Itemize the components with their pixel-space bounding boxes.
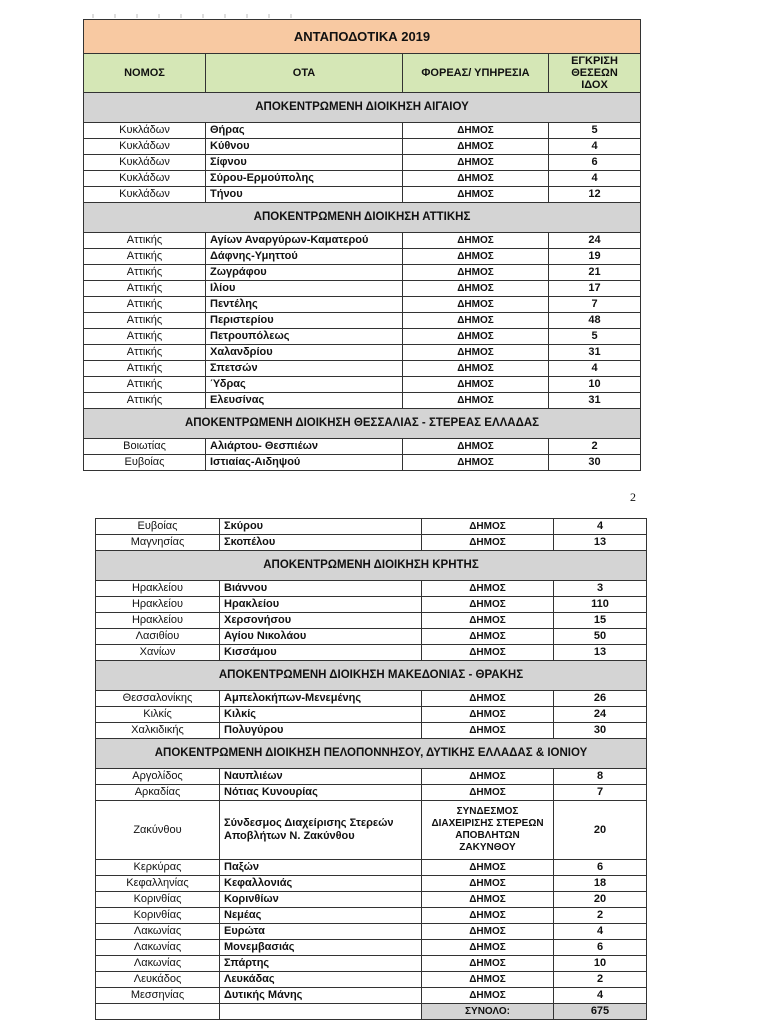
table-row (96, 613, 647, 629)
cell-foreas: ΔΗΜΟΣ (422, 785, 554, 801)
cell-value: 10 (554, 956, 647, 972)
cell-ota: Κορινθίων (220, 892, 422, 908)
table-row (96, 924, 647, 940)
cell-value: 30 (554, 723, 647, 739)
cell-foreas: ΔΗΜΟΣ (403, 455, 549, 471)
cell-foreas: ΔΗΜΟΣ (422, 769, 554, 785)
table-row (96, 892, 647, 908)
table-row (84, 265, 641, 281)
cell-value: 10 (549, 377, 641, 393)
cell-foreas: ΔΗΜΟΣ (403, 393, 549, 409)
table-row (84, 123, 641, 139)
cell-nomos: Χαλκιδικής (96, 723, 220, 739)
region-title: ΑΠΟΚΕΝΤΡΩΜΕΝΗ ΔΙΟΙΚΗΣΗ ΜΑΚΕΔΟΝΙΑΣ - ΘΡΑΚΗΣ (96, 661, 647, 691)
cell-ota: Κύθνου (206, 139, 403, 155)
region-header (96, 551, 647, 581)
cell-foreas: ΔΗΜΟΣ (422, 581, 554, 597)
cell-nomos: Κορινθίας (96, 892, 220, 908)
cell-foreas: ΔΗΜΟΣ (422, 924, 554, 940)
region-title: ΑΠΟΚΕΝΤΡΩΜΕΝΗ ΔΙΟΙΚΗΣΗ ΑΤΤΙΚΗΣ (84, 203, 641, 233)
table-row (84, 455, 641, 471)
region-title: ΑΠΟΚΕΝΤΡΩΜΕΝΗ ΔΙΟΙΚΗΣΗ ΠΕΛΟΠΟΝΝΗΣΟΥ, ΔΥΤΙΚΗΣ ΕΛΛΑΔΑΣ & ΙΟΝΙΟΥ (96, 739, 647, 769)
cell-foreas: ΔΗΜΟΣ (422, 956, 554, 972)
cell-nomos: Αττικής (84, 297, 206, 313)
cell-nomos: Αττικής (84, 233, 206, 249)
cell-foreas: ΔΗΜΟΣ (422, 892, 554, 908)
column-header-nomos: ΝΟΜΟΣ (84, 54, 206, 93)
cell-nomos: Κερκύρας (96, 860, 220, 876)
cell-value: 110 (554, 597, 647, 613)
table-row (96, 519, 647, 535)
cell-foreas: ΔΗΜΟΣ (403, 123, 549, 139)
cell-nomos: Χανίων (96, 645, 220, 661)
table-row (84, 187, 641, 203)
cell-nomos: Ηρακλείου (96, 613, 220, 629)
cell-foreas: ΔΗΜΟΣ (403, 361, 549, 377)
cell-nomos: Κυκλάδων (84, 123, 206, 139)
cell-ota: Ευρώτα (220, 924, 422, 940)
cell-ota: Αλιάρτου- Θεσπιέων (206, 439, 403, 455)
cell-value: 4 (549, 361, 641, 377)
cell-nomos: Αργολίδος (96, 769, 220, 785)
cell-foreas: ΔΗΜΟΣ (422, 707, 554, 723)
cell-foreas: ΣΥΝΔΕΣΜΟΣ ΔΙΑΧΕΙΡΙΣΗΣ ΣΤΕΡΕΩΝ ΑΠΟΒΛΗΤΩΝ ΖΑΚΥΝΘΟΥ (422, 801, 554, 860)
cell-ota: Κισσάμου (220, 645, 422, 661)
cell-foreas: ΔΗΜΟΣ (403, 439, 549, 455)
region-header (84, 409, 641, 439)
cell-ota: Ζωγράφου (206, 265, 403, 281)
table-page-1 (83, 19, 641, 471)
cell-ota: Σύνδεσμος Διαχείρισης Στερεών Αποβλήτων Ν. Ζακύνθου (220, 801, 422, 860)
cell-ota: Αμπελοκήπων-Μενεμένης (220, 691, 422, 707)
cell-value: 4 (549, 171, 641, 187)
cell-value: 8 (554, 769, 647, 785)
cell-value: 2 (554, 972, 647, 988)
cell-nomos: Αττικής (84, 265, 206, 281)
cell-ota: Ηρακλείου (220, 597, 422, 613)
cell-nomos: Αττικής (84, 345, 206, 361)
cell-nomos: Ηρακλείου (96, 581, 220, 597)
table-row (84, 155, 641, 171)
cell-value: 6 (549, 155, 641, 171)
cell-nomos: Αττικής (84, 329, 206, 345)
cell-ota: Λευκάδας (220, 972, 422, 988)
region-header (96, 661, 647, 691)
table-row (84, 297, 641, 313)
table-row (84, 345, 641, 361)
cell-foreas: ΔΗΜΟΣ (422, 860, 554, 876)
table-row (96, 860, 647, 876)
cell-nomos: Ευβοίας (84, 455, 206, 471)
cell-ota: Θήρας (206, 123, 403, 139)
table-row (96, 707, 647, 723)
table-row (96, 988, 647, 1004)
cell-foreas: ΔΗΜΟΣ (422, 597, 554, 613)
cell-foreas: ΔΗΜΟΣ (422, 535, 554, 551)
cell-value: 2 (554, 908, 647, 924)
table-row (96, 645, 647, 661)
cell-nomos: Κυκλάδων (84, 171, 206, 187)
cell-nomos: Αττικής (84, 361, 206, 377)
cell-ota: Σπετσών (206, 361, 403, 377)
cell-ota: Περιστερίου (206, 313, 403, 329)
cell-ota: Τήνου (206, 187, 403, 203)
cell-nomos: Αρκαδίας (96, 785, 220, 801)
cell-ota: Σύρου-Ερμούπολης (206, 171, 403, 187)
table-row (84, 139, 641, 155)
cell-foreas: ΔΗΜΟΣ (422, 629, 554, 645)
cell-value: 20 (554, 892, 647, 908)
cell-foreas: ΔΗΜΟΣ (422, 691, 554, 707)
cell-value: 18 (554, 876, 647, 892)
table-row (96, 723, 647, 739)
table-row (96, 581, 647, 597)
total-row (96, 1004, 647, 1020)
total-label: ΣΥΝΟΛΟ: (422, 1004, 554, 1020)
table-row (96, 801, 647, 860)
cell-foreas: ΔΗΜΟΣ (403, 187, 549, 203)
cell-value: 4 (554, 988, 647, 1004)
cell-value: 3 (554, 581, 647, 597)
table-row (84, 393, 641, 409)
cell-nomos: Μεσσηνίας (96, 988, 220, 1004)
cell-ota: Πετρουπόλεως (206, 329, 403, 345)
cell-foreas: ΔΗΜΟΣ (403, 265, 549, 281)
cell-ota: Πολυγύρου (220, 723, 422, 739)
cell-value: 13 (554, 645, 647, 661)
cell-foreas: ΔΗΜΟΣ (403, 281, 549, 297)
table-row (96, 956, 647, 972)
cell-nomos: Κυκλάδων (84, 155, 206, 171)
cell-ota: Μονεμβασιάς (220, 940, 422, 956)
cell-ota: Πεντέλης (206, 297, 403, 313)
cell-ota: Ναυπλιέων (220, 769, 422, 785)
table-row (84, 313, 641, 329)
table-row (84, 233, 641, 249)
cell-ota: Σκύρου (220, 519, 422, 535)
cell-nomos: Ηρακλείου (96, 597, 220, 613)
table-row (96, 629, 647, 645)
cell-ota: Ύδρας (206, 377, 403, 393)
cell-value: 6 (554, 940, 647, 956)
cell-value: 26 (554, 691, 647, 707)
cell-nomos: Λασιθίου (96, 629, 220, 645)
cell-nomos: Μαγνησίας (96, 535, 220, 551)
table-page-2 (95, 518, 647, 1020)
cell-foreas: ΔΗΜΟΣ (422, 908, 554, 924)
cell-nomos: Κιλκίς (96, 707, 220, 723)
total-empty-2 (220, 1004, 422, 1020)
page-number: 2 (630, 490, 636, 504)
cell-value: 24 (554, 707, 647, 723)
region-header (84, 203, 641, 233)
cell-nomos: Θεσσαλονίκης (96, 691, 220, 707)
table-row (96, 769, 647, 785)
cell-nomos: Κορινθίας (96, 908, 220, 924)
table-row (96, 535, 647, 551)
cell-ota: Χερσονήσου (220, 613, 422, 629)
cell-nomos: Ευβοίας (96, 519, 220, 535)
scan-artifact (92, 14, 292, 18)
column-header-egkrisi: ΕΓΚΡΙΣΗ ΘΕΣΕΩΝ ΙΔΟΧ (549, 54, 641, 93)
column-header-foreas: ΦΟΡΕΑΣ/ ΥΠΗΡΕΣΙΑ (403, 54, 549, 93)
cell-foreas: ΔΗΜΟΣ (403, 233, 549, 249)
cell-ota: Κεφαλλονιάς (220, 876, 422, 892)
table-row (96, 908, 647, 924)
table-row (84, 361, 641, 377)
cell-ota: Σίφνου (206, 155, 403, 171)
cell-ota: Ελευσίνας (206, 393, 403, 409)
cell-nomos: Βοιωτίας (84, 439, 206, 455)
cell-value: 4 (554, 924, 647, 940)
cell-foreas: ΔΗΜΟΣ (422, 988, 554, 1004)
region-header (96, 739, 647, 769)
region-title: ΑΠΟΚΕΝΤΡΩΜΕΝΗ ΔΙΟΙΚΗΣΗ ΑΙΓΑΙΟΥ (84, 93, 641, 123)
cell-nomos: Κυκλάδων (84, 139, 206, 155)
document-title: ΑΝΤΑΠΟΔΟΤΙΚΑ 2019 (84, 20, 641, 54)
table-row (96, 785, 647, 801)
table-row (96, 597, 647, 613)
cell-foreas: ΔΗΜΟΣ (422, 613, 554, 629)
cell-ota: Αγίων Αναργύρων-Καματερού (206, 233, 403, 249)
table-row (96, 876, 647, 892)
cell-foreas: ΔΗΜΟΣ (403, 345, 549, 361)
cell-foreas: ΔΗΜΟΣ (403, 377, 549, 393)
cell-foreas: ΔΗΜΟΣ (403, 155, 549, 171)
cell-nomos: Κεφαλληνίας (96, 876, 220, 892)
cell-foreas: ΔΗΜΟΣ (422, 940, 554, 956)
cell-value: 15 (554, 613, 647, 629)
cell-nomos: Λακωνίας (96, 956, 220, 972)
table-row (84, 377, 641, 393)
cell-ota: Νεμέας (220, 908, 422, 924)
cell-value: 20 (554, 801, 647, 860)
cell-ota: Δυτικής Μάνης (220, 988, 422, 1004)
cell-value: 48 (549, 313, 641, 329)
cell-ota: Ιστιαίας-Αιδηψού (206, 455, 403, 471)
table-row (84, 171, 641, 187)
cell-foreas: ΔΗΜΟΣ (403, 249, 549, 265)
cell-value: 12 (549, 187, 641, 203)
cell-ota: Αγίου Νικολάου (220, 629, 422, 645)
cell-nomos: Λευκάδος (96, 972, 220, 988)
cell-value: 24 (549, 233, 641, 249)
cell-foreas: ΔΗΜΟΣ (403, 329, 549, 345)
table-row (96, 940, 647, 956)
table-row (84, 249, 641, 265)
cell-nomos: Αττικής (84, 313, 206, 329)
cell-nomos: Λακωνίας (96, 924, 220, 940)
cell-ota: Κιλκίς (220, 707, 422, 723)
cell-value: 50 (554, 629, 647, 645)
cell-ota: Χαλανδρίου (206, 345, 403, 361)
cell-nomos: Αττικής (84, 281, 206, 297)
total-empty-1 (96, 1004, 220, 1020)
cell-ota: Δάφνης-Υμηττού (206, 249, 403, 265)
cell-value: 30 (549, 455, 641, 471)
table-row (96, 691, 647, 707)
cell-foreas: ΔΗΜΟΣ (403, 139, 549, 155)
cell-foreas: ΔΗΜΟΣ (422, 876, 554, 892)
region-title: ΑΠΟΚΕΝΤΡΩΜΕΝΗ ΔΙΟΙΚΗΣΗ ΚΡΗΤΗΣ (96, 551, 647, 581)
cell-foreas: ΔΗΜΟΣ (403, 297, 549, 313)
cell-value: 7 (549, 297, 641, 313)
cell-ota: Παξών (220, 860, 422, 876)
column-header-ota: ΟΤΑ (206, 54, 403, 93)
cell-nomos: Αττικής (84, 393, 206, 409)
cell-value: 2 (549, 439, 641, 455)
cell-value: 5 (549, 123, 641, 139)
cell-foreas: ΔΗΜΟΣ (403, 171, 549, 187)
cell-ota: Σπάρτης (220, 956, 422, 972)
cell-value: 4 (554, 519, 647, 535)
cell-value: 31 (549, 393, 641, 409)
cell-value: 5 (549, 329, 641, 345)
region-header (84, 93, 641, 123)
cell-foreas: ΔΗΜΟΣ (403, 313, 549, 329)
cell-foreas: ΔΗΜΟΣ (422, 723, 554, 739)
cell-ota: Ιλίου (206, 281, 403, 297)
total-value: 675 (554, 1004, 647, 1020)
table-row (84, 281, 641, 297)
table-row (96, 972, 647, 988)
table-row (84, 439, 641, 455)
cell-foreas: ΔΗΜΟΣ (422, 972, 554, 988)
cell-value: 19 (549, 249, 641, 265)
cell-nomos: Κυκλάδων (84, 187, 206, 203)
cell-ota: Βιάννου (220, 581, 422, 597)
cell-value: 13 (554, 535, 647, 551)
cell-nomos: Λακωνίας (96, 940, 220, 956)
cell-nomos: Αττικής (84, 377, 206, 393)
cell-value: 31 (549, 345, 641, 361)
cell-ota: Νότιας Κυνουρίας (220, 785, 422, 801)
table-row (84, 329, 641, 345)
cell-value: 17 (549, 281, 641, 297)
cell-value: 4 (549, 139, 641, 155)
cell-foreas: ΔΗΜΟΣ (422, 645, 554, 661)
cell-nomos: Αττικής (84, 249, 206, 265)
cell-value: 21 (549, 265, 641, 281)
cell-ota: Σκοπέλου (220, 535, 422, 551)
cell-foreas: ΔΗΜΟΣ (422, 519, 554, 535)
cell-nomos: Ζακύνθου (96, 801, 220, 860)
cell-value: 7 (554, 785, 647, 801)
cell-value: 6 (554, 860, 647, 876)
region-title: ΑΠΟΚΕΝΤΡΩΜΕΝΗ ΔΙΟΙΚΗΣΗ ΘΕΣΣΑΛΙΑΣ - ΣΤΕΡΕΑΣ ΕΛΛΑΔΑΣ (84, 409, 641, 439)
